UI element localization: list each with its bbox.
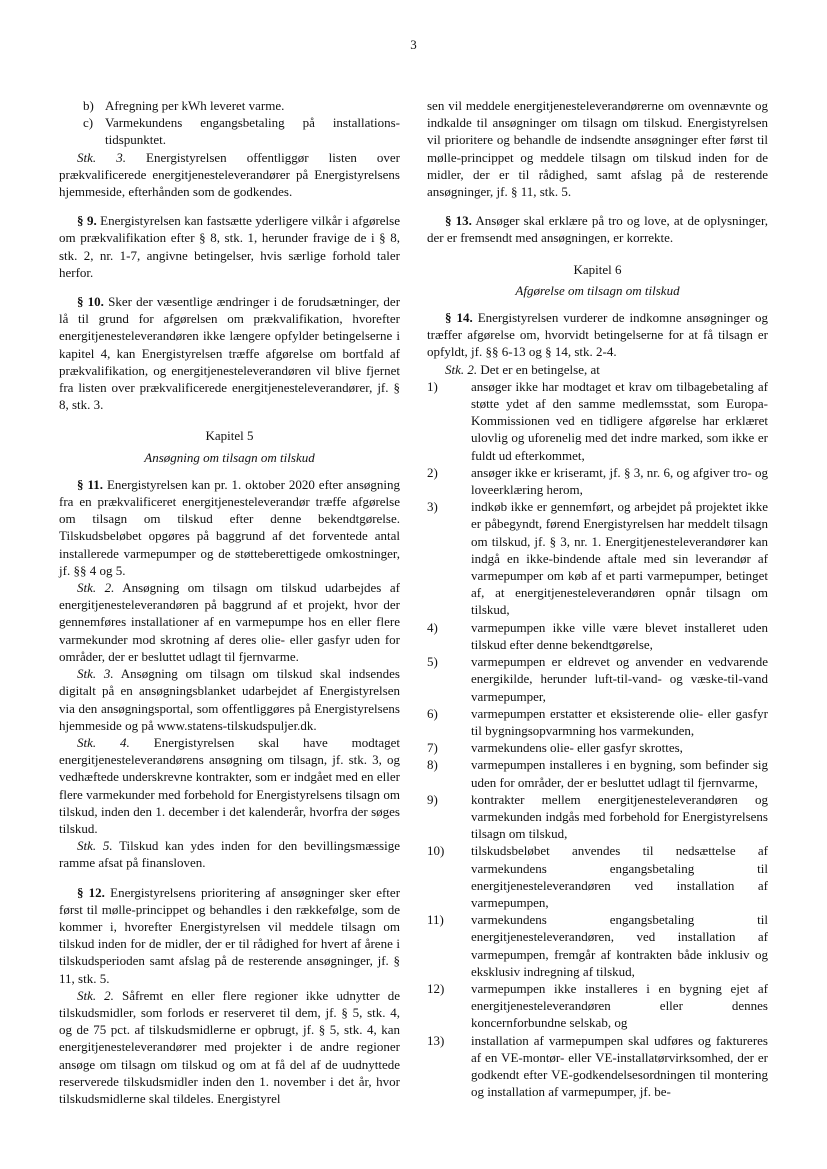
paragraph-10 (59, 293, 400, 413)
stk-label: Stk. 3. (77, 149, 126, 165)
paragraph-text: Ansøger skal erklære på tro og love, at de oplysninger, der er fremsendt med ansøgningen, er korrekte. (427, 213, 768, 246)
paragraph-text: Såfremt en eller flere regioner ikke udnytter de tilskudsmidler, som forlods er reserveret til dem, jf. § 5, stk. 4, og de 75 pct. af tilskudsmidlerne er opbrugt, jf. § 5, stk. 4, kan energitjenesteleverandører med projekter i de andre regioner ansøge om tilsagn om tilskud og om at få del af de uudnyttede reserverede tilskudsmidler inden den 1. november i det år, hvor tilskudsmidlerne skal tildeles. Energistyrel (59, 987, 400, 1106)
chapter-5-subtitle: Ansøgning om tilsagn om tilskud (144, 449, 315, 465)
condition-text: varmepumpen ikke ville være blevet installeret uden tilskud efter denne bekendtgørelse, (471, 619, 768, 652)
condition-text: varmepumpen installeres i en bygning, som befinder sig uden for områder, der er besluttet udlagt til fjernvarme, (471, 757, 768, 790)
condition-text: installation af varmepumpen skal udføres og faktureres af en VE-montør- eller VE-installatørvirksomhed, der er godkendt efter VE-godkendelsesordningen til montering og installation af varmepumper, jf. be- (471, 1032, 768, 1100)
condition-item (427, 791, 768, 843)
paragraph-text: Det er en betingelse, at (480, 361, 600, 377)
condition-item (427, 739, 768, 756)
condition-text: indkøb ikke er gennemført, og arbejdet på projektet ikke er påbegyndt, førend Energistyrelsen har meddelt tilsagn om tilskud, jf. § 3, nr. 1. Energitjenesteleverandører kan indgå en ikke-bindende aftale med sin leverandør af varmepumper om køb af et parti varmepumper, betinget af, at energitjenesteleverandøren opnår tilsagn om tilskud, (471, 499, 768, 618)
condition-text: varmepumpen erstatter et eksisterende olie- eller gasfyr til bygningsopvarmning hos varmekunden, (471, 705, 768, 738)
condition-number: 11) (427, 912, 444, 928)
paragraph-11-stk-3 (59, 665, 400, 734)
condition-number: 3) (427, 499, 438, 515)
list-label: b) (83, 98, 94, 113)
section-label: § 10. (77, 294, 104, 310)
list-item-c (59, 114, 400, 148)
paragraph-13 (427, 212, 768, 246)
condition-text: varmepumpen er eldrevet og anvender en vedvarende energikilde, herunder luft-til-vand- og væske-til-vand varmepumper, (471, 654, 768, 704)
condition-number: 5) (427, 654, 438, 670)
condition-item (427, 619, 768, 653)
paragraph-text: Energistyrelsen vurderer de indkomne ansøgninger og træffer afgørelse om, hvorvidt betingelserne for at få tilsagn er opfyldt, jf. §§ 6-13 og § 14, stk. 2-4. (427, 310, 768, 360)
condition-item (427, 498, 768, 618)
paragraph-8-stk-3 (59, 149, 400, 201)
chapter-6-title: Kapitel 6 (573, 261, 622, 277)
stk-label: Stk. 2. (445, 361, 478, 377)
stk-label: Stk. 5. (77, 838, 113, 854)
condition-text: varmepumpen ikke installeres i en bygning ejet af energitjenesteleverandøren eller dennes koncernforbundne selskab, og (471, 980, 768, 1031)
list-text: Varmekundens engangsbetaling på installationstidspunktet. (105, 115, 400, 148)
conditions-list (427, 378, 768, 1101)
paragraph-text: Energistyrelsen offentliggør listen over prækvalificerede energitjenesteleverandører på Energistyrelsens hjemmeside, efterhånden som de godkendes. (59, 149, 401, 200)
condition-number: 9) (427, 791, 438, 807)
chapter-5-title: Kapitel 5 (205, 428, 254, 444)
stk-label: Stk. 2. (77, 987, 114, 1003)
paragraph-text: Energistyrelsen skal have modtaget energitjenesteleverandørens ansøgning om tilsagn, jf. stk. 3, og vedhæftede underskrevne kontrakter, som er indgået med en eller flere varmekunder med forbehold for Energistyrelsens tilsagn om tilskud, inden den 1. december i det kalenderår, hvorfra der søges tilskud. (59, 734, 401, 836)
condition-number: 6) (427, 705, 438, 721)
paragraph-12-stk-2 (59, 987, 400, 1107)
list-label: c) (83, 115, 94, 131)
condition-item (427, 705, 768, 739)
paragraph-11 (59, 476, 400, 579)
paragraph-14 (427, 309, 768, 361)
left-column (59, 97, 400, 1107)
paragraph-text: Ansøgning om tilsagn om tilskud skal indsendes digitalt på en ansøgningsblanket udarbejdet af Energistyrelsen via den ansøgningsportal, som offentliggøres på Energistyrelsens hjemmeside og på www.statens-tilskudspuljer.dk. (59, 666, 400, 733)
condition-number: 7) (427, 740, 438, 756)
stk-label: Stk. 2. (77, 580, 115, 596)
condition-text: varmekundens engangsbetaling til energitjenesteleverandøren, ved installation af varmepumpen, fremgår af kontrakten både inklusiv og eksklusiv indregning af tilskud, (471, 912, 768, 979)
condition-item (427, 756, 768, 790)
section-label: § 14. (445, 310, 473, 326)
list-item-b (59, 97, 400, 114)
condition-item (427, 464, 768, 498)
condition-item (427, 911, 768, 980)
paragraph-text: Energistyrelsens prioritering af ansøgninger sker efter først til mølle-princippet og behandles i den rækkefølge, som de kommer i, hvorefter Energistyrelsen vil meddele tilsagn om tilskud inden for de midler, der er til rådighed for hvert af årene i tilskudsperioden samt afslag på de resterende ansøgninger, jf. § 11, stk. 5. (59, 884, 401, 986)
paragraph-text: Energistyrelsen kan fastsætte yderligere vilkår i afgørelse om prækvalifikation efter § 8, stk. 1, herunder fravige de i § 8, stk. 2, nr. 1-7, angivne betingelser, hvis særlige forhold taler herfor. (59, 213, 400, 280)
paragraph-12 (59, 884, 400, 987)
paragraph-11-stk-2 (59, 579, 400, 665)
section-label: § 11. (77, 476, 103, 492)
condition-item (427, 653, 768, 705)
condition-number: 4) (427, 619, 438, 635)
paragraph-12-continued: sen vil meddele energitjenesteleverandørerne om ovennævnte og indkalde til ansøgninger om tilsagn om tilskud. Energistyrelsen vil prioritere og behandle de indsendte ansøgninger efter først til mølle-princippet og meddele tilsagn om tilskud inden for de midler, der er til rådighed, samt afslag på de resterende ansøgninger, jf. § 11, stk. 5. (427, 98, 768, 200)
paragraph-11-stk-4 (59, 734, 400, 837)
paragraph-9 (59, 212, 400, 281)
condition-number: 10) (427, 843, 445, 859)
paragraph-11-stk-5 (59, 837, 400, 871)
condition-item (427, 1032, 768, 1101)
paragraph-14-stk-2 (427, 361, 768, 378)
paragraph-text: Energistyrelsen kan pr. 1. oktober 2020 efter ansøgning fra en prækvalificeret energitjenesteleverandør træffe afgørelse om tilsagn om tilskud efter denne bekendtgørelse. Tilskudsbeløbet opgøres på baggrund af det forventede antal installerede varmepumper og de støtteberettigede omkostninger, jf. §§ 4 og 5. (59, 476, 400, 578)
condition-number: 12) (427, 980, 445, 996)
right-column (427, 97, 768, 1100)
condition-number: 1) (427, 378, 438, 394)
stk-label: Stk. 3. (77, 666, 114, 682)
condition-number: 13) (427, 1032, 445, 1048)
condition-item (427, 378, 768, 464)
condition-text: ansøger ikke er kriseramt, jf. § 3, nr. 6, og afgiver tro- og loveerklæring herom, (471, 464, 768, 498)
section-label: § 9. (77, 213, 97, 229)
condition-text: varmekundens olie- eller gasfyr skrottes, (471, 740, 683, 756)
section-label: § 13. (445, 213, 472, 229)
paragraph-text: Sker der væsentlige ændringer i de forudsætninger, der lå til grund for afgørelsen om prækvalifikation, hvorefter energitjenesteleverandøren ikke længere opfylder betingelserne i kapitel 4, kan Energistyrelsen træffe afgørelse om bortfald af prækvalifikation, og energitjenesteleverandøren vil blive fjernet fra listen over prækvalificerede energitjenesteleverandører, jf. § 8, stk. 3. (59, 294, 401, 413)
section-label: § 12. (77, 884, 105, 900)
condition-item (427, 842, 768, 911)
paragraph-text: Tilskud kan ydes inden for den bevillingsmæssige ramme afsat på finansloven. (59, 838, 400, 871)
chapter-6-subtitle: Afgørelse om tilsagn om tilskud (515, 282, 680, 298)
condition-text: tilskudsbeløbet anvendes til nedsættelse af varmekundens engangsbetaling til energitjenesteleverandøren ved installation af varmepumpen, (471, 843, 768, 910)
condition-item (427, 980, 768, 1032)
paragraph-text: Ansøgning om tilsagn om tilskud udarbejdes af energitjenesteleverandøren på baggrund af et projekt, hvor der gennemføres installationer af en varmepumpe hos en eller flere varmekunder mod skrotning af deres olie- eller gasfyr uden for områder, der er besluttet udlagt til fjernvarme. (59, 580, 400, 664)
page-number: 3 (410, 37, 417, 52)
condition-text: ansøger ikke har modtaget et krav om tilbagebetaling af støtte ydet af den samme medlemsstat, som Europa-Kommissionen ved en tidligere afgørelse har erklæret ulovlig og uforenelig med det indre marked, som ikke er fuldt ud efterkommet, (471, 378, 768, 463)
stk-label: Stk. 4. (77, 734, 130, 750)
condition-number: 2) (427, 464, 438, 480)
list-text: Afregning per kWh leveret varme. (105, 98, 285, 113)
condition-text: kontrakter mellem energitjenesteleverandøren og varmekunden indgås med forbehold for Energistyrelsens tilsagn om tilskud, (471, 791, 768, 842)
condition-number: 8) (427, 757, 438, 773)
